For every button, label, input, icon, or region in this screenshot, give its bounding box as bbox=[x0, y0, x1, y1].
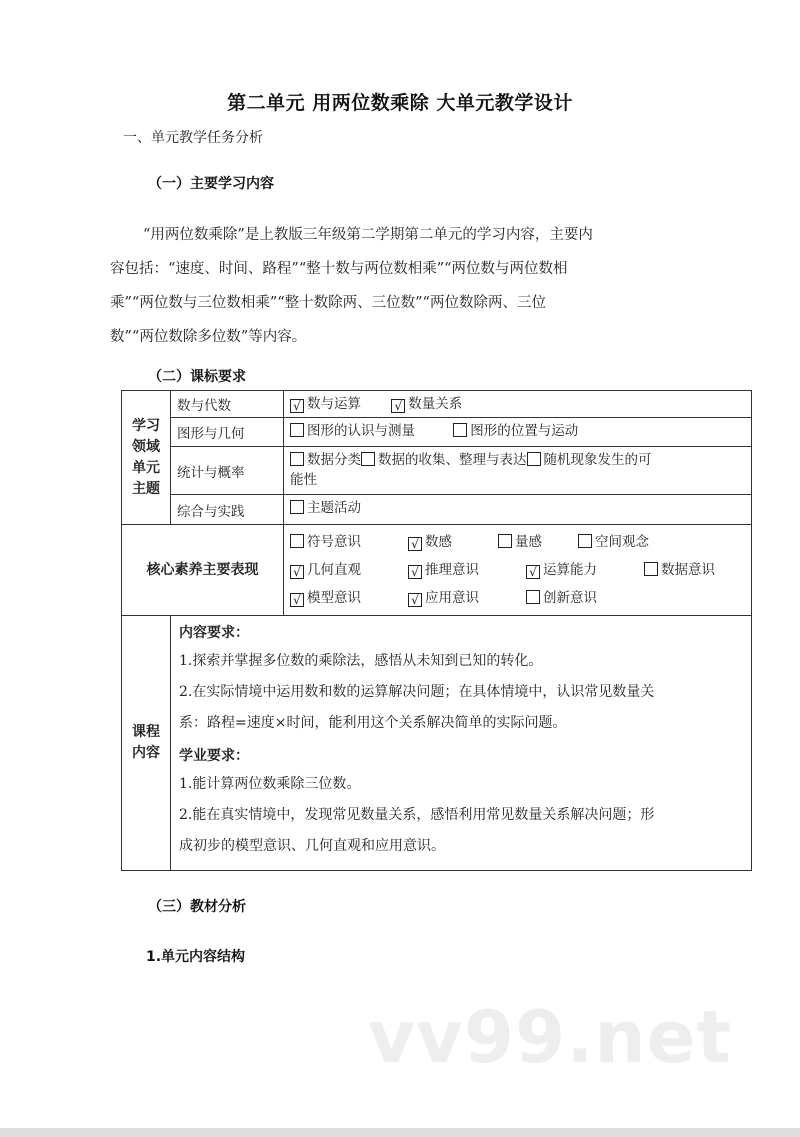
domain-options bbox=[284, 418, 752, 447]
option bbox=[526, 556, 644, 584]
checkbox[interactable]: √ bbox=[391, 399, 405, 413]
domain-options bbox=[284, 495, 752, 525]
checkbox[interactable] bbox=[526, 590, 540, 604]
option-label: 运算能力 bbox=[543, 562, 597, 578]
table-row bbox=[122, 447, 752, 495]
option bbox=[290, 498, 361, 518]
option-label: 图形的位置与运动 bbox=[470, 423, 579, 439]
paragraph-line: “用两位数乘除”是上教版三年级第二学期第二单元的学习内容，主要内 bbox=[143, 227, 593, 243]
option-label: 数据分类 bbox=[307, 452, 361, 468]
checkbox[interactable]: √ bbox=[408, 565, 422, 579]
subheading-curriculum-standards: （二）课标要求 bbox=[148, 369, 246, 385]
option-label: 符号意识 bbox=[307, 534, 361, 550]
content-requirements-label: 内容要求： bbox=[179, 625, 249, 641]
option bbox=[453, 421, 578, 441]
academic-requirement-line: 成初步的模型意识、几何直观和应用意识。 bbox=[179, 838, 445, 854]
option bbox=[290, 452, 361, 468]
checkbox[interactable] bbox=[290, 423, 304, 437]
option-label: 数感 bbox=[425, 534, 452, 550]
table-row bbox=[122, 525, 752, 616]
checkbox[interactable] bbox=[527, 452, 541, 466]
checkbox[interactable]: √ bbox=[290, 565, 304, 579]
core-row bbox=[290, 528, 745, 556]
option-label: 空间观念 bbox=[595, 534, 649, 550]
domain-label: 综合与实践 bbox=[171, 495, 284, 525]
content-requirement-line: 1.探索并掌握多位数的乘除法，感悟从未知到已知的转化。 bbox=[179, 653, 543, 669]
option bbox=[526, 584, 644, 612]
option-label: 数据意识 bbox=[661, 562, 715, 578]
option-label: 几何直观 bbox=[307, 562, 361, 578]
option bbox=[408, 528, 498, 556]
course-content-header: 课程 内容 bbox=[132, 724, 160, 761]
intro-paragraph bbox=[110, 218, 670, 354]
option-label: 主题活动 bbox=[307, 500, 361, 516]
checkbox[interactable] bbox=[578, 534, 592, 548]
watermark-text: vv99.net bbox=[368, 995, 732, 1079]
option bbox=[290, 556, 408, 584]
core-row bbox=[290, 584, 745, 612]
content-requirement-line: 系：路程=速度×时间，能利用这个关系解决简单的实际问题。 bbox=[179, 715, 567, 731]
option-label: 随机现象发生的可 bbox=[543, 452, 652, 468]
option bbox=[578, 528, 696, 556]
option bbox=[527, 452, 652, 468]
checkbox[interactable]: √ bbox=[526, 565, 540, 579]
core-literacy-options bbox=[284, 525, 752, 616]
checkbox[interactable] bbox=[644, 562, 658, 576]
domain-header: 学习 领域 单元 主题 bbox=[132, 417, 160, 497]
core-literacy-header: 核心素养主要表现 bbox=[122, 525, 284, 616]
academic-requirement-line: 1.能计算两位数乘除三位数。 bbox=[179, 776, 361, 792]
option-label: 数据的收集、整理与表达 bbox=[378, 452, 527, 468]
page-title: 第二单元 用两位数乘除 大单元教学设计 bbox=[227, 92, 573, 114]
option-label: 模型意识 bbox=[307, 590, 361, 606]
option bbox=[290, 421, 415, 441]
academic-requirements-label: 学业要求： bbox=[179, 748, 249, 764]
option-label: 推理意识 bbox=[425, 562, 479, 578]
domain-options bbox=[284, 391, 752, 418]
option bbox=[290, 394, 361, 414]
domain-label: 统计与概率 bbox=[171, 447, 284, 495]
option-label: 图形的认识与测量 bbox=[307, 423, 415, 439]
page-bottom-edge bbox=[0, 1128, 800, 1137]
option-label: 数与运算 bbox=[307, 396, 361, 412]
option bbox=[408, 556, 526, 584]
curriculum-standards-table bbox=[121, 390, 752, 871]
subheading-main-content: （一）主要学习内容 bbox=[148, 176, 274, 192]
checkbox[interactable] bbox=[361, 452, 375, 466]
option bbox=[408, 584, 526, 612]
domain-label: 数与代数 bbox=[171, 391, 284, 418]
paragraph-line: 容包括：“速度、时间、路程”“整十数与两位数相乘”“两位数与两位数相 bbox=[110, 261, 568, 277]
table-row bbox=[122, 495, 752, 525]
checkbox[interactable]: √ bbox=[290, 593, 304, 607]
option bbox=[644, 556, 734, 584]
option bbox=[498, 528, 578, 556]
core-row bbox=[290, 556, 745, 584]
table-row bbox=[122, 418, 752, 447]
option-label: 数量关系 bbox=[408, 396, 463, 412]
course-content-header-cell bbox=[122, 616, 171, 871]
domain-label: 图形与几何 bbox=[171, 418, 284, 447]
academic-requirement-line: 2.能在真实情境中，发现常见数量关系，感悟利用常见数量关系解决问题；形 bbox=[179, 807, 655, 823]
table-row bbox=[122, 391, 752, 418]
table-row bbox=[122, 616, 752, 871]
domain-options bbox=[284, 447, 752, 495]
option bbox=[361, 452, 527, 468]
checkbox[interactable] bbox=[290, 534, 304, 548]
checkbox[interactable]: √ bbox=[408, 593, 422, 607]
course-content-cell bbox=[171, 616, 752, 871]
content-requirement-line: 2.在实际情境中运用数和数的运算解决问题；在具体情境中，认识常见数量关 bbox=[179, 684, 655, 700]
checkbox[interactable] bbox=[453, 423, 467, 437]
option-label: 量感 bbox=[515, 534, 542, 550]
subheading-unit-structure: 1.单元内容结构 bbox=[146, 949, 246, 965]
checkbox[interactable] bbox=[290, 500, 304, 514]
section-heading-1: 一、单元教学任务分析 bbox=[123, 130, 263, 146]
paragraph-line: 乘”“两位数与三位数相乘”“整十数除两、三位数”“两位数除两、三位 bbox=[110, 295, 546, 311]
option-label: 创新意识 bbox=[543, 590, 597, 606]
checkbox[interactable] bbox=[498, 534, 512, 548]
option bbox=[290, 584, 408, 612]
domain-header-cell bbox=[122, 391, 171, 525]
checkbox[interactable]: √ bbox=[408, 537, 422, 551]
checkbox[interactable] bbox=[290, 452, 304, 466]
option-label-wrap: 能性 bbox=[290, 472, 317, 488]
option bbox=[391, 394, 462, 414]
checkbox[interactable]: √ bbox=[290, 399, 304, 413]
option bbox=[290, 528, 408, 556]
subheading-textbook-analysis: （三）教材分析 bbox=[148, 899, 246, 915]
paragraph-line: 数”“两位数除多位数”等内容。 bbox=[110, 329, 307, 345]
option-label: 应用意识 bbox=[425, 590, 479, 606]
